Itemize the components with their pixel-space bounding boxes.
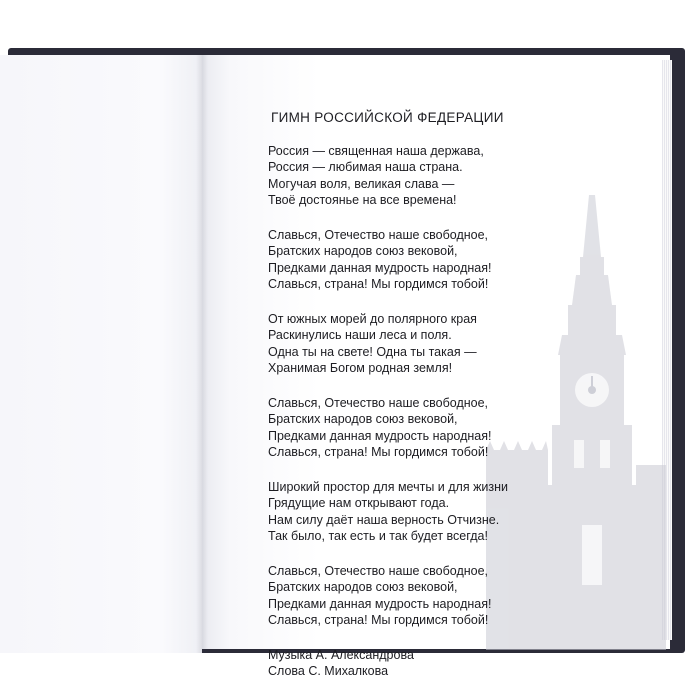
verse-line: От южных морей до полярного края (268, 311, 477, 326)
music-credit: Музыка А. Александрова (268, 647, 414, 662)
verse-line: Широкий простор для мечты и для жизни (268, 479, 509, 494)
verse-line: Славься, страна! Мы гордимся тобой! (268, 277, 489, 291)
verse-line: Предками данная мудрость народная! (268, 428, 492, 443)
verse-1 (268, 143, 528, 209)
verse-line: Нам силу даёт наша верность Отчизне. (268, 512, 500, 527)
verse-line: Славься, страна! Мы гордимся тобой! (268, 445, 489, 459)
verse-line: Твоё достоянье на все времена! (268, 193, 457, 207)
book-gutter (196, 55, 208, 653)
verse-line: Славься, страна! Мы гордимся тобой! (268, 613, 489, 627)
lyrics-credit: Слова С. Михалкова (268, 664, 389, 678)
chorus-2 (268, 395, 528, 461)
verse-line: Хранимая Богом родная земля! (268, 361, 453, 375)
verse-3 (268, 479, 528, 545)
verse-line: Одна ты на свете! Одна ты такая — (268, 344, 477, 359)
verse-line: Славься, Отечество наше свободное, (268, 563, 489, 578)
verse-line: Так было, так есть и так будет всегда! (268, 529, 488, 543)
anthem-text (268, 110, 528, 680)
credits (268, 647, 528, 680)
left-page (0, 55, 202, 653)
verse-line: Славься, Отечество наше свободное, (268, 227, 489, 242)
verse-line: Россия — любимая наша страна. (268, 160, 463, 174)
verse-line: Могучая воля, великая слава — (268, 176, 455, 191)
verse-2 (268, 311, 528, 377)
verse-line: Раскинулись наши леса и поля. (268, 328, 452, 342)
verse-line: Россия — священная наша держава, (268, 143, 484, 158)
page-title: ГИМН РОССИЙСКОЙ ФЕДЕРАЦИИ (271, 110, 504, 125)
chorus-1 (268, 227, 528, 293)
verse-line: Братских народов союз вековой, (268, 412, 458, 426)
verse-line: Славься, Отечество наше свободное, (268, 395, 489, 410)
verse-line: Предками данная мудрость народная! (268, 260, 492, 275)
verse-line: Предками данная мудрость народная! (268, 596, 492, 611)
verse-line: Грядущие нам открывают года. (268, 496, 450, 510)
chorus-3 (268, 563, 528, 629)
verse-line: Братских народов союз вековой, (268, 580, 458, 594)
verse-line: Братских народов союз вековой, (268, 244, 458, 258)
